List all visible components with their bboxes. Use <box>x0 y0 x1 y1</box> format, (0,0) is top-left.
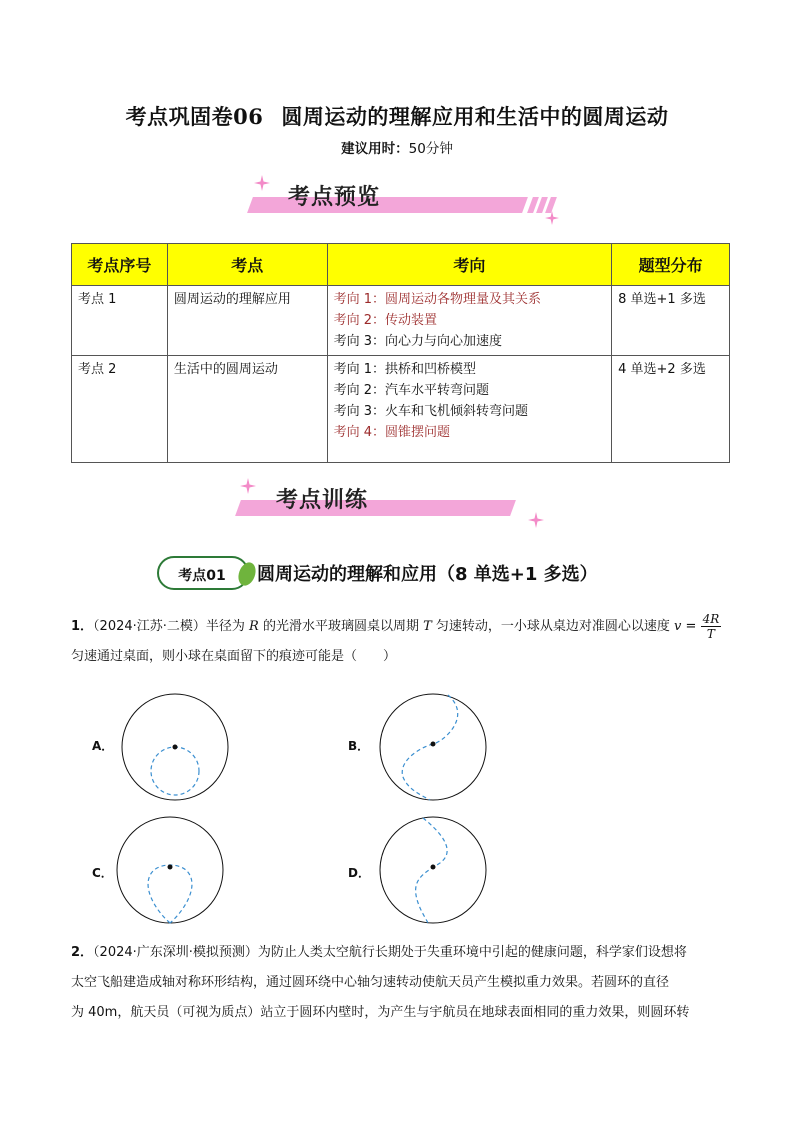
cell-distribution: 4 单选+2 多选 <box>612 356 730 463</box>
option-d-figure <box>378 815 488 925</box>
section-title: 圆周运动的理解和应用（8 单选+1 多选） <box>257 564 598 585</box>
question-2 <box>71 938 731 1028</box>
banner-training <box>228 478 548 538</box>
direction-item: 考向 1：拱桥和凹桥模型 <box>333 362 477 377</box>
table-header-row <box>72 244 730 286</box>
suggested-time-value: 50分钟 <box>408 141 453 157</box>
sparkle-icon <box>528 512 544 528</box>
option-b-label: B． <box>348 739 370 753</box>
cell-directions <box>327 286 612 356</box>
overview-table <box>71 243 730 463</box>
header-cell: 考点序号 <box>72 244 168 286</box>
banner-overview <box>240 175 560 235</box>
question-1-line1: 1．（2024·江苏·二模）半径为 R 的光滑水平玻璃圆桌以周期 T 匀速转动，一小球从桌边对准圆心以速度 v = $\frac{4R}{T}$ <box>71 612 720 641</box>
direction-item: 考向 3：向心力与向心加速度 <box>333 334 503 349</box>
option-b-figure <box>378 692 488 802</box>
cell-id: 考点 1 <box>72 286 168 356</box>
sparkle-icon <box>240 478 256 494</box>
title-code: 考点巩固卷06 <box>125 104 264 129</box>
suggested-time-label: 建议用时： <box>341 141 409 157</box>
cell-distribution: 8 单选+1 多选 <box>612 286 730 356</box>
option-a-label: A． <box>92 739 114 753</box>
question-2-line1: 2．（2024·广东深圳·模拟预测）为防止人类太空航行长期处于失重环境中引起的健康问题，科学家们设想将 <box>71 945 687 960</box>
section-badge-text: 考点01 <box>178 568 226 584</box>
option-c-label: C． <box>92 866 113 880</box>
direction-item: 考向 2：汽车水平转弯问题 <box>333 383 490 398</box>
question-1-line2: 匀速通过桌面，则小球在桌面留下的痕迹可能是（ ） <box>71 649 397 664</box>
direction-item: 考向 4：圆锥摆问题 <box>333 425 451 440</box>
table-row <box>72 286 730 356</box>
direction-item: 考向 3：火车和飞机倾斜转弯问题 <box>333 404 529 419</box>
direction-item: 考向 1：圆周运动各物理量及其关系 <box>333 292 542 307</box>
cell-directions <box>327 356 612 463</box>
header-cell: 考点 <box>167 244 327 286</box>
page-title <box>0 101 794 131</box>
sparkle-icon <box>545 211 559 225</box>
sparkle-icon <box>254 175 270 191</box>
direction-item: 考向 2：传动装置 <box>333 313 438 328</box>
suggested-time <box>0 137 794 157</box>
option-c-figure <box>115 815 225 925</box>
question-2-line3: 为 40m，航天员（可视为质点）站立于圆环内壁时，为产生与宇航员在地球表面相同的重力效果，则圆环转 <box>71 1005 690 1020</box>
cell-topic: 生活中的圆周运动 <box>167 356 327 463</box>
table-row <box>72 356 730 463</box>
header-cell: 题型分布 <box>612 244 730 286</box>
title-text: 圆周运动的理解应用和生活中的圆周运动 <box>281 104 669 129</box>
section-heading <box>157 556 717 592</box>
question-1 <box>71 612 731 672</box>
option-a-figure <box>120 692 230 802</box>
option-d-label: D． <box>348 866 370 880</box>
cell-id: 考点 2 <box>72 356 168 463</box>
banner-overview-label: 考点预览 <box>288 185 381 210</box>
banner-training-label: 考点训练 <box>276 488 369 513</box>
cell-topic: 圆周运动的理解应用 <box>167 286 327 356</box>
question-2-line2: 太空飞船建造成轴对称环形结构，通过圆环绕中心轴匀速转动使航天员产生模拟重力效果。若圆环的直径 <box>71 975 670 990</box>
velocity-fraction: $\frac{4R}{T}$ <box>702 612 720 641</box>
section-badge <box>157 556 249 590</box>
header-cell: 考向 <box>327 244 612 286</box>
